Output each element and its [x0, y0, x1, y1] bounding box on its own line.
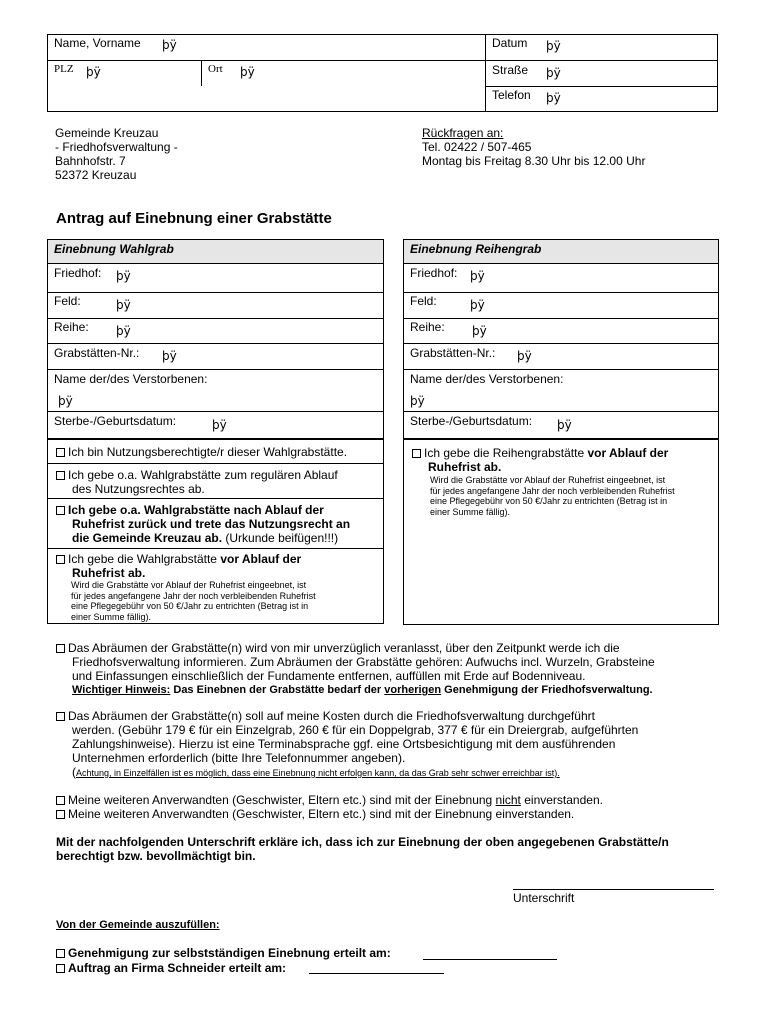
note-line: einer Summe fällig).: [430, 506, 511, 517]
checkbox[interactable]: [56, 796, 65, 805]
declaration-line: berechtigt bzw. bevollmächtigt bin.: [56, 849, 256, 863]
note-line: für jedes angefangene Jahr der noch verbleibenden Ruhefrist: [430, 485, 675, 496]
l-option-4[interactable]: [56, 552, 301, 580]
s3-line1u: nicht: [495, 793, 521, 807]
note-line: einer Summe fällig).: [71, 611, 152, 622]
l-option-2-line1: Ich gebe o.a. Wahlgrabstätte zum regulären Ablauf: [68, 468, 338, 482]
checkbox[interactable]: [56, 506, 65, 515]
signature-label: Unterschrift: [513, 891, 575, 905]
l-option-3-line3b: (Urkunde beifügen!!!): [222, 531, 339, 545]
r-sterbe-label: Sterbe-/Geburtsdatum:: [410, 414, 533, 428]
r-friedhof-label: Friedhof:: [410, 266, 458, 280]
header-col-divider: [485, 34, 486, 112]
checkbox[interactable]: [56, 448, 65, 457]
divider: [47, 369, 384, 370]
l-option-2[interactable]: [56, 468, 338, 496]
divider: [47, 292, 384, 293]
plz-field[interactable]: þÿ: [86, 65, 101, 79]
contact-title: Rückfragen an:: [422, 126, 504, 140]
office-approval: [56, 946, 391, 960]
wahlgrab-heading: Einebnung Wahlgrab: [54, 242, 174, 256]
strasse-label: Straße: [492, 63, 529, 77]
s3-line1b: einverstanden.: [520, 793, 603, 807]
contact-info: [422, 126, 645, 168]
divider: [403, 343, 719, 344]
l-friedhof-label: Friedhof:: [54, 266, 102, 280]
divider: [47, 343, 384, 344]
contact-line: Montag bis Freitag 8.30 Uhr bis 12.00 Uhr: [422, 154, 646, 168]
l-option-4-line1a: Ich gebe die Wahlgrabstätte: [68, 552, 221, 566]
r-feld-label: Feld:: [410, 294, 437, 308]
name-label: Name, Vorname: [54, 36, 141, 50]
divider: [403, 369, 719, 370]
address-line: Bahnhofstr. 7: [55, 154, 126, 168]
l-option-3-line2: Ruhefrist zurück und trete das Nutzungsrecht an: [72, 517, 351, 531]
l-option-4-line2: Ruhefrist ab.: [72, 566, 146, 580]
reihengrab-heading: Einebnung Reihengrab: [410, 242, 542, 256]
declaration: [56, 835, 669, 863]
s2-note-open: (: [72, 765, 76, 779]
hint-label: Wichtiger Hinweis:: [72, 684, 171, 696]
r-name-field[interactable]: þÿ: [410, 394, 425, 408]
hint-text-u: vorherigen: [384, 684, 442, 696]
telefon-label: Telefon: [492, 88, 531, 102]
hint-text-b: Genehmigung der Friedhofsverwaltung.: [441, 684, 653, 696]
s2-line: Zahlungshinweise). Hierzu ist eine Terminabsprache ggf. eine Ortsbesichtigung mit dem ausführenden: [72, 737, 616, 751]
checkbox[interactable]: [56, 949, 65, 958]
checkbox[interactable]: [56, 555, 65, 564]
s2-line: werden. (Gebühr 179 € für ein Einzelgrab, 260 € für ein Doppelgrab, 377 € für ein Dreiergrab, aufgeführten: [72, 723, 639, 737]
r-reihe-label: Reihe:: [410, 320, 445, 334]
approval-date-line[interactable]: [423, 959, 557, 960]
s3-line2: Meine weiteren Anverwandten (Geschwister, Eltern etc.) sind mit der Einebnung einverstanden.: [68, 807, 575, 821]
s1-hint: [56, 683, 655, 697]
name-field[interactable]: þÿ: [162, 38, 177, 52]
r-grabnr-field[interactable]: þÿ: [517, 349, 532, 363]
l-option-3[interactable]: [56, 503, 350, 545]
telefon-field[interactable]: þÿ: [546, 91, 561, 105]
l-option-3-line1: Ich gebe o.a. Wahlgrabstätte nach Ablauf der: [68, 503, 324, 517]
office-title: Von der Gemeinde auszufüllen:: [56, 919, 220, 931]
checkbox[interactable]: [56, 644, 65, 653]
checkbox[interactable]: [56, 810, 65, 819]
divider: [403, 411, 719, 412]
s2-line: Unternehmen erforderlich (bitte Ihre Telefonnummer angeben).: [72, 751, 406, 765]
datum-label: Datum: [492, 36, 528, 50]
divider: [403, 292, 719, 293]
note-line: für jedes angefangene Jahr der noch verbleibenden Ruhefrist: [71, 590, 316, 601]
address-line: - Friedhofsverwaltung -: [55, 140, 178, 154]
address-line: Gemeinde Kreuzau: [55, 126, 159, 140]
r-name-label: Name der/des Verstorbenen:: [410, 372, 564, 386]
l-reihe-label: Reihe:: [54, 320, 89, 334]
l-option-1[interactable]: [56, 445, 347, 459]
address-line: 52372 Kreuzau: [55, 168, 137, 182]
note-line: Wird die Grabstätte vor Ablauf der Ruhefrist eingeebnet, ist: [430, 475, 666, 485]
l-feld-label: Feld:: [54, 294, 81, 308]
l-grabnr-label: Grabstätten-Nr.:: [54, 346, 140, 360]
l-option-4-note: [71, 580, 316, 622]
datum-field[interactable]: þÿ: [546, 39, 561, 53]
s1-line: Das Abräumen der Grabstätte(n) wird von mir unverzüglich veranlasst, über den Zeitpunkt werde ich die: [68, 641, 620, 655]
r-friedhof-field[interactable]: þÿ: [470, 269, 485, 283]
s1-line: Friedhofsverwaltung informieren. Zum Abräumen der Grabstätte gehören: Aufwuchs incl. Wurzeln, Grabsteine: [72, 655, 655, 669]
plz-label: PLZ: [54, 63, 74, 75]
contact-line: Tel. 02422 / 507-465: [422, 140, 532, 154]
checkbox[interactable]: [56, 712, 65, 721]
section-self-clearing: [56, 641, 655, 697]
note-line: eine Pflegegebühr von 50 €/Jahr zu entrichten (Betrag ist in: [71, 601, 309, 611]
note-line: Wird die Grabstätte vor Ablauf der Ruhefrist eingeebnet, ist: [71, 580, 307, 590]
header-plz-ort-divider: [201, 60, 202, 86]
s1-line: und Einfassungen einschließlich der Fundamente entfernen, auffüllen mit Erde auf Bodenniveau.: [72, 669, 586, 683]
page-title: Antrag auf Einebnung einer Grabstätte: [56, 210, 332, 227]
checkbox[interactable]: [56, 471, 65, 480]
l-option-2-line2: des Nutzungsrechtes ab.: [72, 482, 205, 496]
checkbox[interactable]: [412, 449, 421, 458]
contract-date-line[interactable]: [309, 973, 444, 974]
r-option-1[interactable]: [412, 446, 668, 474]
l-feld-field[interactable]: þÿ: [116, 298, 131, 312]
s3-line1a: Meine weiteren Anverwandten (Geschwister, Eltern etc.) sind mit der Einebnung: [68, 793, 496, 807]
declaration-line: Mit der nachfolgenden Unterschrift erkläre ich, dass ich zur Einebnung der oben angegebenen Grabstätte/n: [56, 835, 669, 849]
strasse-field[interactable]: þÿ: [546, 66, 561, 80]
r-option-1-line2: Ruhefrist ab.: [428, 460, 502, 474]
divider: [47, 411, 384, 412]
office-contract: [56, 961, 286, 975]
header-row-divider-2: [485, 86, 718, 87]
l-option-1-text: Ich bin Nutzungsberechtigte/r dieser Wahlgrabstätte.: [68, 445, 348, 459]
section-relatives: [56, 793, 603, 821]
r-grabnr-label: Grabstätten-Nr.:: [410, 346, 496, 360]
s2-note: Achtung, in Einzelfällen ist es möglich, dass eine Einebnung nicht erfolgen kann, da das Grab sehr schwer erreichbar ist).: [76, 768, 560, 778]
office-item2: Auftrag an Firma Schneider erteilt am:: [68, 961, 287, 975]
l-option-3-line3: die Gemeinde Kreuzau ab.: [72, 531, 223, 545]
divider: [47, 318, 384, 319]
l-grabnr-field[interactable]: þÿ: [162, 349, 177, 363]
ort-field[interactable]: þÿ: [240, 65, 255, 79]
checkbox[interactable]: [56, 964, 65, 973]
s2-line: Das Abräumen der Grabstätte(n) soll auf meine Kosten durch die Friedhofsverwaltung durchgeführt: [68, 709, 595, 723]
divider: [403, 318, 719, 319]
l-name-field[interactable]: þÿ: [58, 394, 73, 408]
office-item1: Genehmigung zur selbstständigen Einebnung erteilt am:: [68, 946, 391, 960]
applicant-box: [47, 34, 718, 112]
l-friedhof-field[interactable]: þÿ: [116, 269, 131, 283]
header-row-divider-1: [47, 60, 718, 61]
r-option-1-note: [430, 475, 675, 517]
signature-line[interactable]: [513, 889, 714, 890]
municipality-address: [55, 126, 178, 182]
r-sterbe-field[interactable]: þÿ: [557, 418, 572, 432]
hint-text-a: Das Einebnen der Grabstätte bedarf der: [170, 684, 385, 696]
r-feld-field[interactable]: þÿ: [470, 298, 485, 312]
l-sterbe-label: Sterbe-/Geburtsdatum:: [54, 414, 177, 428]
ort-label: Ort: [208, 63, 223, 75]
r-option-1-line1a: Ich gebe die Reihengrabstätte: [424, 446, 588, 460]
r-option-1-line1b: vor Ablauf der: [587, 446, 669, 460]
l-reihe-field[interactable]: þÿ: [116, 324, 131, 338]
section-admin-clearing: [56, 709, 638, 780]
l-name-label: Name der/des Verstorbenen:: [54, 372, 208, 386]
note-line: eine Pflegegebühr von 50 €/Jahr zu entrichten (Betrag ist in: [430, 496, 668, 506]
l-option-4-line1b: vor Ablauf der: [220, 552, 302, 566]
r-reihe-field[interactable]: þÿ: [472, 324, 487, 338]
l-sterbe-field[interactable]: þÿ: [212, 418, 227, 432]
